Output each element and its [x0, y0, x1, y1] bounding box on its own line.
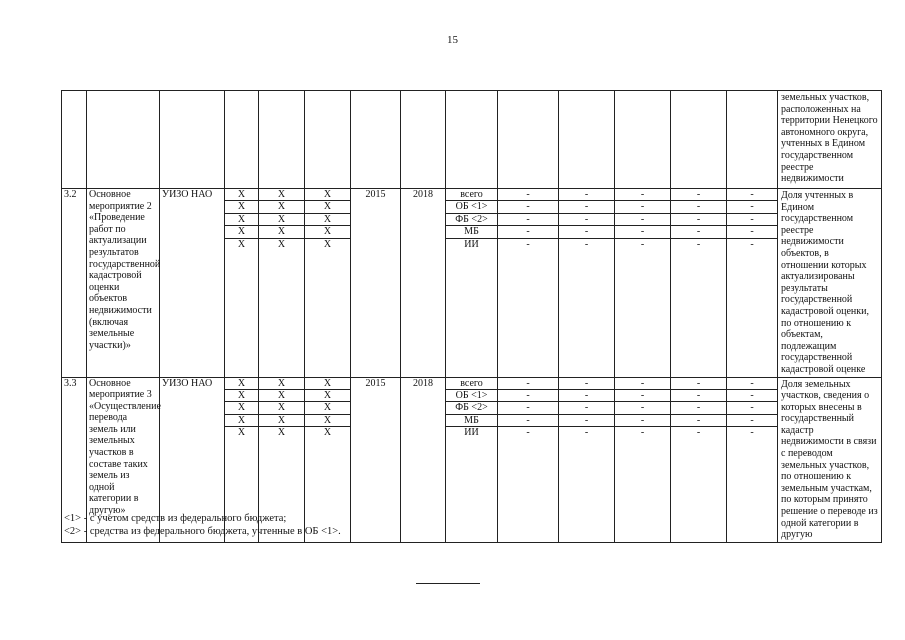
- x-mark: Х: [305, 214, 350, 226]
- amount-column: [671, 377, 727, 542]
- x-mark: Х: [305, 415, 350, 427]
- dash: -: [671, 390, 726, 402]
- amount-column: [498, 377, 559, 542]
- row-number: 3.2: [62, 189, 87, 378]
- x-mark: Х: [277, 427, 286, 439]
- start-year: 2015: [351, 377, 401, 542]
- dash: -: [727, 189, 777, 201]
- amount-column: [559, 189, 615, 378]
- dash: -: [640, 427, 645, 439]
- x-mark: Х: [259, 402, 304, 414]
- x-mark: Х: [305, 390, 350, 402]
- dash: -: [750, 427, 754, 439]
- funding-sources: [446, 189, 498, 378]
- end-year: 2018: [401, 189, 446, 378]
- dash: -: [615, 402, 670, 414]
- executor: УИЗО НАО: [160, 189, 225, 378]
- x-mark: Х: [323, 238, 332, 250]
- x-mark: Х: [237, 238, 246, 250]
- footnotes: [64, 512, 341, 538]
- dash: -: [559, 415, 614, 427]
- dash: -: [750, 238, 754, 250]
- cell-empty: [87, 91, 160, 189]
- dash: -: [615, 390, 670, 402]
- indicator-cell: Доля учтенных в Едином государственном реестре недвижимости объектов, в отношении которых актуализированы результаты государственной кадастровой оценки, по отношению к объектам, подлежащим государственной кадастровой оценке: [778, 189, 882, 378]
- row-number: 3.3: [62, 377, 87, 542]
- table-row: [62, 189, 882, 378]
- amount-column: [559, 377, 615, 542]
- x-mark: Х: [305, 201, 350, 213]
- dash: -: [559, 214, 614, 226]
- activity-name: Основное мероприятие 3 «Осуществление перевода земель или земельных участков в составе таких земель из одной категории в другую»: [87, 377, 160, 542]
- dash: -: [615, 415, 670, 427]
- cell-empty: [615, 91, 671, 189]
- x-mark: Х: [259, 415, 304, 427]
- x-mark: Х: [305, 189, 350, 201]
- x-column-3: [305, 189, 351, 378]
- source-ob: ОБ <1>: [446, 201, 497, 213]
- x-mark: Х: [225, 226, 258, 238]
- table-row: [62, 91, 882, 189]
- amount-column: [727, 377, 778, 542]
- program-table: [61, 90, 882, 543]
- cell-empty: [62, 91, 87, 189]
- cell-empty: [351, 91, 401, 189]
- x-mark: Х: [259, 226, 304, 238]
- source-mb: МБ: [446, 226, 497, 238]
- dash: -: [727, 415, 777, 427]
- cell-empty: [225, 91, 259, 189]
- dash: -: [526, 427, 530, 439]
- footnote-2: <2> - средства из федерального бюджета, учтенные в ОБ <1>.: [64, 526, 341, 537]
- source-total: всего: [446, 189, 497, 201]
- dash: -: [727, 201, 777, 213]
- amount-column: [727, 189, 778, 378]
- dash: -: [615, 378, 670, 390]
- x-mark: Х: [323, 427, 332, 439]
- cell-empty: [446, 91, 498, 189]
- cell-empty: [160, 91, 225, 189]
- x-mark: Х: [277, 238, 286, 250]
- x-mark: Х: [225, 189, 258, 201]
- dash: -: [584, 427, 589, 439]
- executor: УИЗО НАО: [160, 377, 225, 542]
- x-mark: Х: [259, 201, 304, 213]
- indicator-cell: Доля земельных участков, сведения о которых внесены в государственный кадастр недвижимости в связи с переводом земельных участков, по отношению к земельным участкам, по которым принято решение о переводе из одной категории в другую: [778, 377, 882, 542]
- dash: -: [671, 214, 726, 226]
- x-mark: Х: [259, 189, 304, 201]
- dash: -: [671, 201, 726, 213]
- amount-column: [671, 189, 727, 378]
- x-mark: Х: [305, 378, 350, 390]
- x-mark: Х: [225, 390, 258, 402]
- dash: -: [559, 390, 614, 402]
- x-mark: Х: [225, 201, 258, 213]
- cell-empty: [727, 91, 778, 189]
- dash: -: [615, 214, 670, 226]
- dash: -: [498, 390, 558, 402]
- dash: -: [559, 189, 614, 201]
- start-year: 2015: [351, 189, 401, 378]
- dash: -: [727, 390, 777, 402]
- source-fb: ФБ <2>: [446, 402, 497, 414]
- dash: -: [526, 238, 530, 250]
- source-ii: ИИ: [464, 238, 479, 250]
- cell-empty: [559, 91, 615, 189]
- dash: -: [559, 201, 614, 213]
- dash: -: [671, 189, 726, 201]
- dash: -: [498, 378, 558, 390]
- source-mb: МБ: [446, 415, 497, 427]
- dash: -: [559, 402, 614, 414]
- amount-column: [498, 189, 559, 378]
- cell-empty: [498, 91, 559, 189]
- dash: -: [498, 415, 558, 427]
- dash: -: [696, 427, 701, 439]
- dash: -: [498, 402, 558, 414]
- x-column-1: [225, 189, 259, 378]
- x-mark: Х: [305, 402, 350, 414]
- x-mark: Х: [225, 415, 258, 427]
- dash: -: [498, 214, 558, 226]
- x-mark: Х: [305, 226, 350, 238]
- x-mark: Х: [225, 214, 258, 226]
- dash: -: [559, 378, 614, 390]
- activity-name: Основное мероприятие 2 «Проведение работ по актуализации результатов государственной кадастровой оценки объектов недвижимости (включая земельные участки)»: [87, 189, 160, 378]
- cell-empty: [305, 91, 351, 189]
- dash: -: [498, 226, 558, 238]
- dash: -: [671, 402, 726, 414]
- source-fb: ФБ <2>: [446, 214, 497, 226]
- footer-divider: [416, 583, 480, 584]
- x-mark: Х: [259, 214, 304, 226]
- dash: -: [671, 226, 726, 238]
- dash: -: [615, 201, 670, 213]
- x-mark: Х: [225, 378, 258, 390]
- dash: -: [498, 189, 558, 201]
- x-mark: Х: [259, 378, 304, 390]
- cell-empty: [671, 91, 727, 189]
- dash: -: [584, 238, 589, 250]
- source-total: всего: [446, 378, 497, 390]
- dash: -: [727, 226, 777, 238]
- page-number: 15: [447, 34, 458, 46]
- source-ob: ОБ <1>: [446, 390, 497, 402]
- dash: -: [498, 201, 558, 213]
- indicator-cell: земельных участков, расположенных на территории Ненецкого автономного округа, учтенных в Едином государственном реестре недвижимости: [778, 91, 882, 189]
- dash: -: [640, 238, 645, 250]
- amount-column: [615, 377, 671, 542]
- x-mark: Х: [225, 402, 258, 414]
- x-mark: Х: [259, 390, 304, 402]
- dash: -: [727, 378, 777, 390]
- funding-sources: [446, 377, 498, 542]
- cell-empty: [401, 91, 446, 189]
- x-column-2: [259, 189, 305, 378]
- end-year: 2018: [401, 377, 446, 542]
- dash: -: [615, 226, 670, 238]
- x-mark: Х: [237, 427, 246, 439]
- footnote-1: <1> - с учетом средств из федерального бюджета;: [64, 513, 287, 524]
- source-ii: ИИ: [464, 427, 479, 439]
- dash: -: [727, 402, 777, 414]
- amount-column: [615, 189, 671, 378]
- cell-empty: [259, 91, 305, 189]
- dash: -: [696, 238, 701, 250]
- dash: -: [615, 189, 670, 201]
- dash: -: [671, 415, 726, 427]
- dash: -: [671, 378, 726, 390]
- dash: -: [727, 214, 777, 226]
- dash: -: [559, 226, 614, 238]
